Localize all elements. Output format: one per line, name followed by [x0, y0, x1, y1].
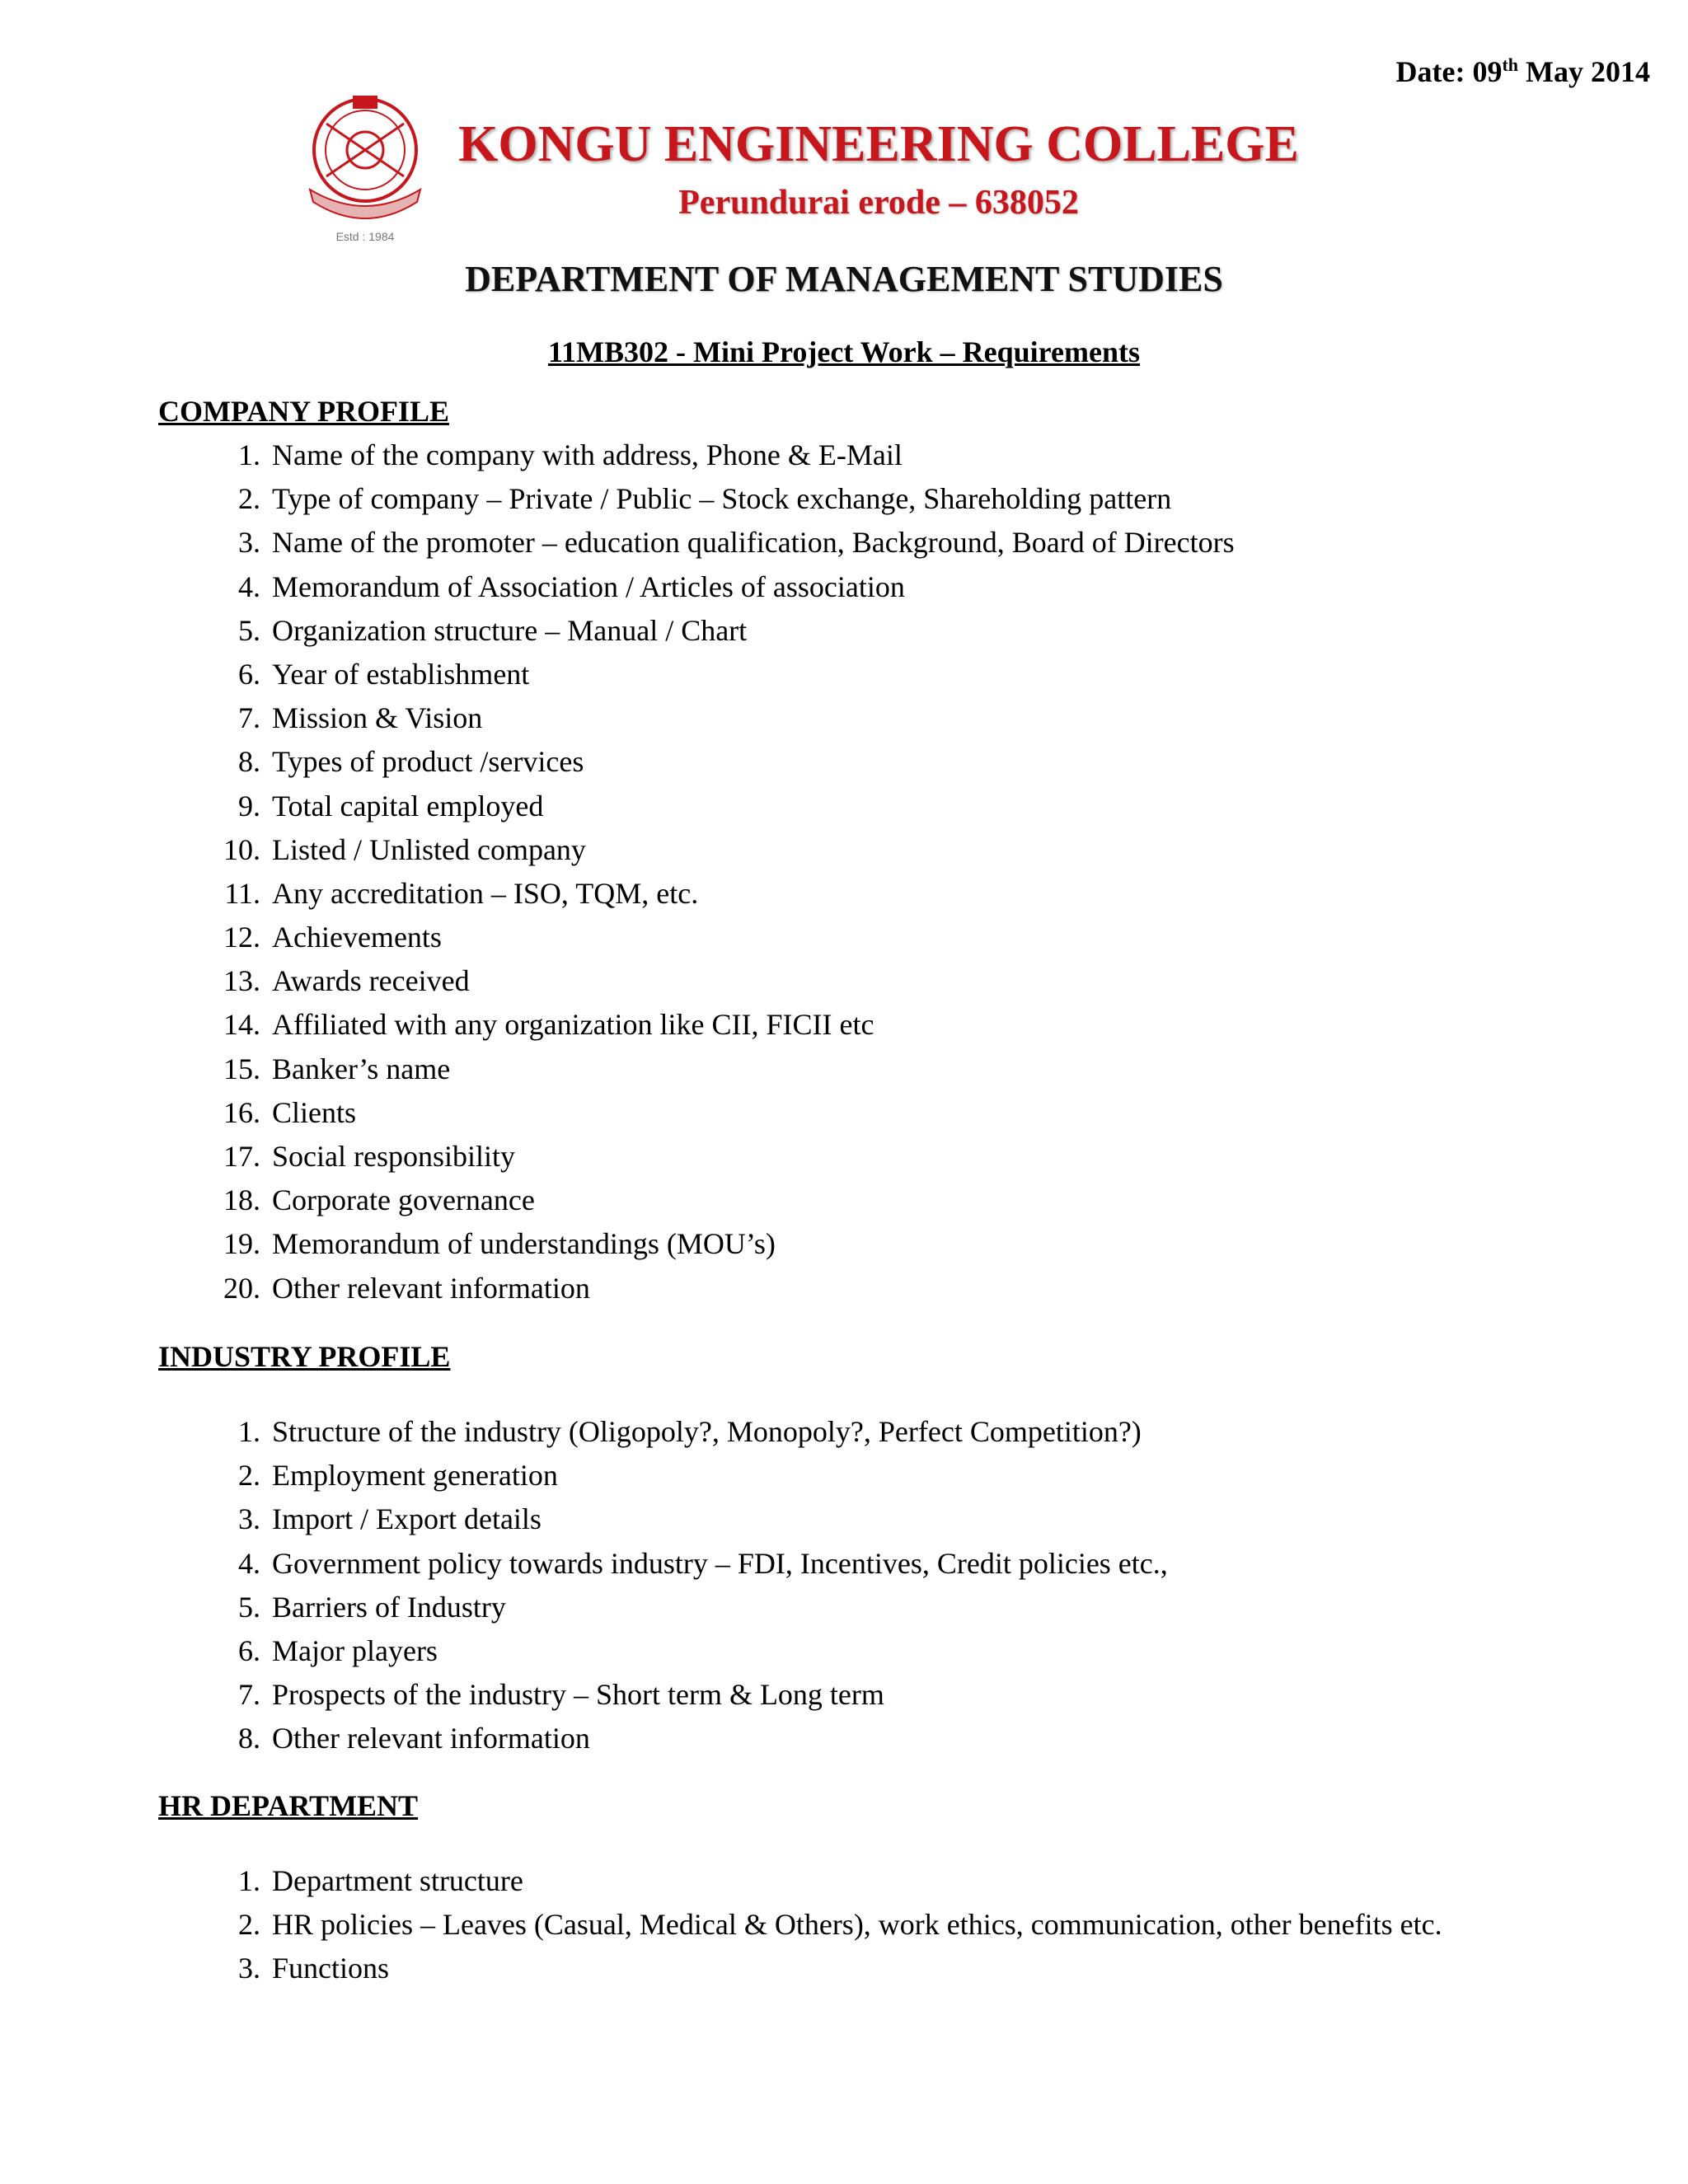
list-item: [158, 521, 1235, 565]
list-item-text: Barriers of Industry: [272, 1590, 506, 1624]
list-item-number: 1.: [238, 438, 260, 471]
list-item: [158, 785, 1235, 828]
hr-department-heading: HR DEPARTMENT: [158, 1789, 419, 1822]
list-item: [158, 1673, 1168, 1717]
list-item-number: 8.: [238, 1722, 260, 1755]
list-item: [158, 1179, 1235, 1222]
list-item: [158, 1267, 1235, 1310]
list-item: [158, 916, 1235, 959]
list-item-number: 9.: [238, 789, 260, 823]
list-item-number: 7.: [238, 701, 260, 735]
list-item-number: 10.: [223, 832, 260, 866]
list-item-text: Listed / Unlisted company: [272, 832, 586, 866]
list-item-number: 3.: [238, 1952, 260, 1985]
list-item-number: 1.: [238, 1415, 260, 1448]
list-item-number: 17.: [223, 1140, 260, 1173]
list-item-text: Corporate governance: [272, 1183, 535, 1217]
list-item: [158, 1859, 1442, 1903]
list-item: [158, 1003, 1235, 1047]
list-item-number: 2.: [238, 482, 260, 516]
list-item: [158, 1542, 1168, 1586]
industry-profile-list: [158, 1410, 1168, 1761]
list-item: [158, 1947, 1442, 1990]
list-item: [158, 1903, 1442, 1947]
company-profile-list: [158, 434, 1235, 1310]
list-item: [158, 477, 1235, 521]
list-item-number: 3.: [238, 1502, 260, 1536]
list-item-text: Memorandum of Association / Articles of association: [272, 569, 905, 603]
list-item: [158, 609, 1235, 653]
list-item-number: 2.: [238, 1459, 260, 1493]
list-item: [158, 1135, 1235, 1179]
list-item-number: 4.: [238, 1546, 260, 1580]
list-item: [158, 1410, 1168, 1454]
list-item-text: Banker’s name: [272, 1052, 451, 1085]
list-item: [158, 1717, 1168, 1760]
list-item: [158, 1454, 1168, 1497]
list-item: [158, 828, 1235, 872]
list-item: [158, 740, 1235, 784]
list-item: [158, 696, 1235, 740]
list-item-text: Name of the promoter – education qualification, Background, Board of Directors: [272, 526, 1235, 560]
list-item: [158, 434, 1235, 477]
list-item-text: HR policies – Leaves (Casual, Medical & Others), work ethics, communication, other benefits etc.: [272, 1908, 1442, 1942]
college-name: KONGU ENGINEERING COLLEGE: [458, 116, 1299, 172]
list-item-number: 1.: [238, 1864, 260, 1897]
list-item-text: Employment generation: [272, 1459, 558, 1493]
list-item-text: Mission & Vision: [272, 701, 483, 735]
list-item-number: 4.: [238, 569, 260, 603]
list-item-number: 15.: [223, 1052, 260, 1085]
list-item: [158, 1586, 1168, 1629]
list-item-text: Organization structure – Manual / Chart: [272, 613, 748, 647]
list-item-text: Name of the company with address, Phone & E-Mail: [272, 438, 903, 471]
list-item-number: 3.: [238, 526, 260, 560]
list-item-number: 19.: [223, 1227, 260, 1261]
list-item-number: 16.: [223, 1095, 260, 1129]
list-item-number: 7.: [238, 1678, 260, 1712]
list-item-text: Year of establishment: [272, 657, 530, 691]
list-item-number: 14.: [223, 1008, 260, 1042]
college-address: Perundurai erode – 638052: [678, 184, 1079, 222]
list-item-number: 12.: [223, 921, 260, 954]
list-item-text: Structure of the industry (Oligopoly?, Monopoly?, Perfect Competition?): [272, 1415, 1142, 1448]
list-item-text: Government policy towards industry – FDI, Incentives, Credit policies etc.,: [272, 1546, 1168, 1580]
list-item: [158, 1629, 1168, 1673]
list-item-text: Type of company – Private / Public – Stock exchange, Shareholding pattern: [272, 482, 1172, 516]
list-item-text: Any accreditation – ISO, TQM, etc.: [272, 876, 699, 910]
list-item-text: Import / Export details: [272, 1502, 542, 1536]
list-item-text: Clients: [272, 1095, 357, 1129]
list-item-number: 11.: [224, 876, 260, 910]
list-item-number: 8.: [238, 745, 260, 779]
list-item-text: Prospects of the industry – Short term & Long term: [272, 1678, 884, 1712]
list-item: [158, 565, 1235, 609]
hr-department-list: [158, 1859, 1442, 1991]
list-item-text: Total capital employed: [272, 789, 544, 823]
department-title: DEPARTMENT OF MANAGEMENT STUDIES: [465, 259, 1223, 299]
list-item-text: Functions: [272, 1952, 390, 1985]
svg-text:Estd : 1984: Estd : 1984: [335, 230, 395, 243]
list-item-number: 18.: [223, 1183, 260, 1217]
list-item-number: 5.: [238, 613, 260, 647]
list-item-number: 13.: [223, 964, 260, 998]
list-item-number: 6.: [238, 657, 260, 691]
list-item-text: Awards received: [272, 964, 470, 998]
company-profile-heading: COMPANY PROFILE: [158, 395, 449, 428]
list-item-text: Achievements: [272, 921, 442, 954]
list-item: [158, 959, 1235, 1003]
subject-title: 11MB302 - Mini Project Work – Requirements: [548, 335, 1140, 368]
list-item-number: 2.: [238, 1908, 260, 1942]
list-item: [158, 1222, 1235, 1266]
list-item: [158, 653, 1235, 696]
list-item-text: Other relevant information: [272, 1722, 590, 1755]
list-item-text: Social responsibility: [272, 1140, 515, 1173]
list-item-text: Other relevant information: [272, 1271, 590, 1305]
list-item-number: 5.: [238, 1590, 260, 1624]
list-item-text: Department structure: [272, 1864, 523, 1897]
list-item-text: Major players: [272, 1633, 438, 1667]
list-item-text: Memorandum of understandings (MOU’s): [272, 1227, 776, 1261]
list-item-number: 20.: [223, 1271, 260, 1305]
list-item: [158, 1497, 1168, 1541]
list-item: [158, 1047, 1235, 1091]
document-date: Date: 09th May 2014: [1395, 54, 1650, 88]
industry-profile-heading: INDUSTRY PROFILE: [158, 1340, 451, 1373]
list-item-number: 6.: [238, 1633, 260, 1667]
list-item: [158, 872, 1235, 916]
list-item-text: Affiliated with any organization like CII, FICII etc: [272, 1008, 874, 1042]
list-item: [158, 1091, 1235, 1135]
list-item-text: Types of product /services: [272, 745, 584, 779]
